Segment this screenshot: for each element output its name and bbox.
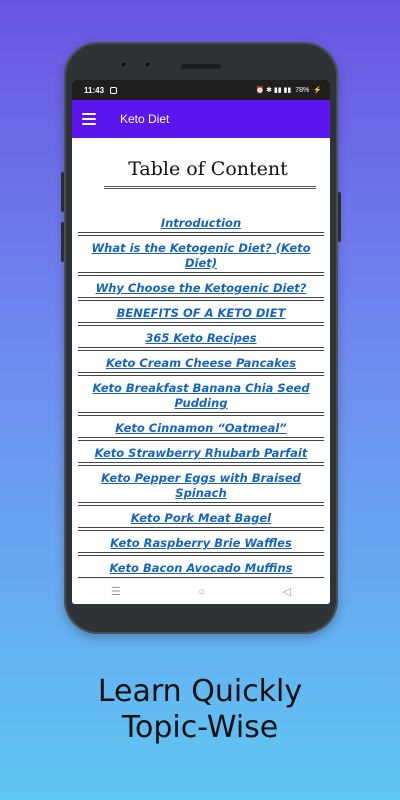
back-icon[interactable]: ◁: [282, 586, 292, 598]
app-bar: [72, 100, 330, 138]
toc-link[interactable]: Keto Strawberry Rhubarb Parfait: [78, 443, 324, 463]
volume-button: [61, 222, 64, 262]
signal-icons: ⏰ ✱ ▮▮ ▮▮: [255, 87, 292, 94]
front-camera-icon: [120, 61, 127, 68]
toc-link[interactable]: 365 Keto Recipes: [78, 328, 324, 348]
home-icon[interactable]: ○: [198, 585, 206, 598]
toc-link[interactable]: Keto Cream Cheese Pancakes: [78, 353, 324, 373]
toc-list: [78, 213, 324, 578]
app-title: Keto Diet: [120, 112, 170, 126]
toc-link[interactable]: What is the Ketogenic Diet? (Keto Diet): [78, 238, 324, 273]
toc-link[interactable]: Why Choose the Ketogenic Diet?: [78, 278, 324, 298]
toc-link[interactable]: Keto Bacon Avocado Muffins: [78, 558, 324, 578]
power-button: [338, 192, 341, 242]
status-time: 11:43: [84, 85, 105, 95]
content-area[interactable]: [72, 158, 330, 578]
battery-level: 78%: [295, 86, 310, 94]
toc-link[interactable]: Introduction: [78, 213, 324, 233]
toc-link[interactable]: Keto Raspberry Brie Waffles: [78, 533, 324, 553]
toc-link[interactable]: Keto Pepper Eggs with Braised Spinach: [78, 468, 324, 503]
page-title: Table of Content: [128, 158, 288, 180]
earpiece-speaker: [181, 64, 221, 69]
toc-link[interactable]: Keto Breakfast Banana Chia Seed Pudding: [78, 378, 324, 413]
toc-link[interactable]: BENEFITS OF A KETO DIET: [78, 303, 324, 323]
toc-link[interactable]: Keto Pork Meat Bagel: [78, 508, 324, 528]
battery-charging-icon: ⚡: [313, 87, 322, 94]
caption-line-1: Learn Quickly: [97, 674, 303, 709]
screen: [72, 80, 330, 604]
system-nav-bar: [72, 578, 330, 604]
volume-button: [61, 172, 64, 212]
toc-link[interactable]: Keto Cinnamon “Oatmeal”: [78, 418, 324, 438]
recents-icon[interactable]: ☰: [110, 586, 121, 598]
status-bar: [72, 80, 330, 100]
instagram-icon: [110, 87, 117, 94]
sensor-icon: [144, 61, 151, 68]
status-indicators: [255, 86, 322, 94]
title-divider: [104, 186, 316, 189]
phone-frame: [64, 42, 338, 634]
promo-caption: [0, 674, 400, 746]
caption-line-2: Topic-Wise: [121, 710, 279, 745]
menu-icon[interactable]: [82, 113, 96, 125]
